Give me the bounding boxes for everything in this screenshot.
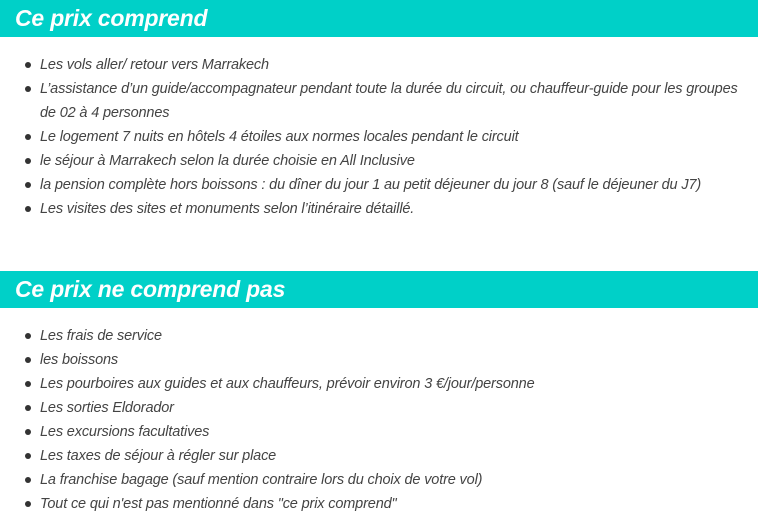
bullet-icon	[25, 158, 31, 164]
list-item-text: Les excursions facultatives	[40, 424, 210, 440]
bullet-icon	[25, 333, 31, 339]
list-item-text: Les visites des sites et monuments selon l’itinéraire détaillé.	[40, 201, 415, 217]
list-item	[0, 444, 758, 468]
bullet-icon	[25, 357, 31, 363]
list-item	[0, 53, 758, 77]
list-item-text: Les frais de service	[40, 328, 162, 344]
list-item-text: la pension complète hors boissons : du dîner du jour 1 au petit déjeuner du jour 8 (sauf le déjeuner du J7)	[40, 177, 702, 193]
price-excludes-section	[0, 271, 758, 512]
list-item	[0, 324, 758, 348]
price-includes-section	[0, 0, 758, 217]
price-excludes-title: Ce prix ne comprend pas	[15, 276, 286, 302]
bullet-icon	[25, 453, 31, 459]
price-excludes-list	[0, 324, 758, 516]
price-excludes-header	[0, 271, 758, 308]
price-includes-title: Ce prix comprend	[15, 5, 208, 31]
bullet-icon	[25, 501, 31, 507]
list-item	[0, 492, 758, 516]
list-item-text: Les pourboires aux guides et aux chauffeurs, prévoir environ 3 €/jour/personne	[40, 376, 535, 392]
bullet-icon	[25, 62, 31, 68]
list-item	[0, 420, 758, 444]
list-item-text: L’assistance d’un guide/accompagnateur pendant toute la durée du circuit, ou chauffeur-guide pour les groupes de 02 à 4 personnes	[40, 81, 738, 121]
list-item	[0, 348, 758, 372]
list-item	[0, 125, 758, 149]
bullet-icon	[25, 86, 31, 92]
list-item-text: Les sorties Eldorador	[40, 400, 174, 416]
list-item	[0, 149, 758, 173]
bullet-icon	[25, 206, 31, 212]
bullet-icon	[25, 429, 31, 435]
list-item-text: La franchise bagage (sauf mention contraire lors du choix de votre vol)	[40, 472, 483, 488]
price-includes-list	[0, 53, 758, 221]
list-item-text: les boissons	[40, 352, 118, 368]
list-item	[0, 77, 758, 125]
list-item	[0, 173, 758, 197]
bullet-icon	[25, 381, 31, 387]
bullet-icon	[25, 405, 31, 411]
list-item	[0, 468, 758, 492]
list-item	[0, 396, 758, 420]
bullet-icon	[25, 182, 31, 188]
list-item-text: Le logement 7 nuits en hôtels 4 étoiles aux normes locales pendant le circuit	[40, 129, 519, 145]
bullet-icon	[25, 477, 31, 483]
price-includes-header	[0, 0, 758, 37]
list-item-text: le séjour à Marrakech selon la durée choisie en All Inclusive	[40, 153, 415, 169]
bullet-icon	[25, 134, 31, 140]
list-item-text: Les vols aller/ retour vers Marrakech	[40, 57, 269, 73]
list-item	[0, 197, 758, 221]
list-item-text: Tout ce qui n'est pas mentionné dans "ce prix comprend"	[40, 496, 397, 512]
list-item	[0, 372, 758, 396]
list-item-text: Les taxes de séjour à régler sur place	[40, 448, 277, 464]
